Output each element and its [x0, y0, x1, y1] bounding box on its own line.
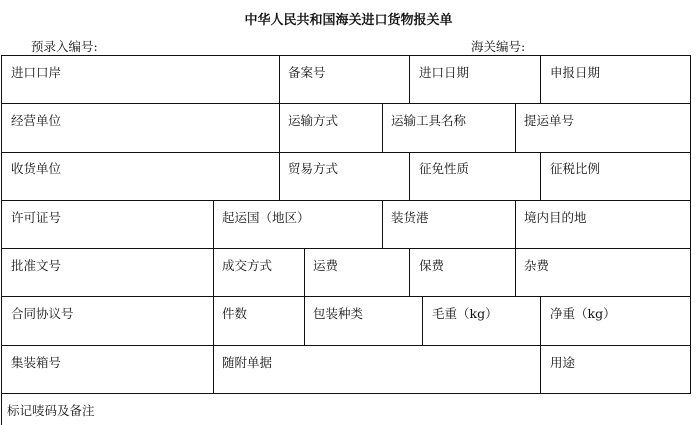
cell-divider	[540, 345, 541, 393]
origin-country-label: 起运国（地区）	[222, 210, 310, 225]
marks-remarks-label: 标记唛码及备注	[7, 403, 95, 418]
package-type-label: 包装种类	[313, 306, 364, 321]
declaration-form-grid	[1, 55, 691, 425]
consignee-unit-label: 收货单位	[11, 161, 62, 176]
cell-divider	[304, 248, 305, 296]
transaction-mode-label: 成交方式	[222, 258, 273, 273]
transport-mode-label: 运输方式	[288, 113, 339, 128]
row-divider	[1, 55, 691, 56]
row-divider	[1, 393, 691, 394]
attached-documents-label: 随附单据	[222, 355, 273, 370]
cell-divider	[279, 103, 280, 152]
row-divider	[1, 345, 691, 346]
form-title: 中华人民共和国海关进口货物报关单	[244, 13, 453, 28]
right-border	[690, 55, 691, 393]
loading-port-label: 装货港	[391, 210, 429, 225]
cell-divider	[409, 55, 410, 103]
pre-entry-number-label: 预录入编号:	[31, 39, 98, 54]
row-divider	[1, 103, 691, 104]
cell-divider	[213, 200, 214, 248]
net-weight-label: 净重（kg）	[550, 306, 616, 321]
record-number-label: 备案号	[288, 65, 326, 80]
cell-divider	[409, 248, 410, 296]
import-port-label: 进口口岸	[11, 65, 62, 80]
cell-divider	[515, 248, 516, 296]
freight-label: 运费	[313, 258, 339, 273]
cell-divider	[213, 248, 214, 296]
cell-divider	[382, 200, 383, 248]
transport-vehicle-label: 运输工具名称	[391, 113, 467, 128]
cell-divider	[213, 296, 214, 345]
gross-weight-label: 毛重（kg）	[432, 306, 498, 321]
trade-mode-label: 贸易方式	[288, 161, 339, 176]
cell-divider	[213, 345, 214, 393]
bill-of-lading-label: 提运单号	[524, 113, 575, 128]
cell-divider	[540, 55, 541, 103]
row-divider	[1, 296, 691, 297]
cell-divider	[279, 55, 280, 103]
approval-number-label: 批准文号	[11, 258, 62, 273]
tax-rate-label: 征税比例	[550, 161, 601, 176]
domestic-destination-label: 境内目的地	[524, 210, 587, 225]
operating-unit-label: 经营单位	[11, 113, 62, 128]
import-date-label: 进口日期	[419, 65, 470, 80]
row-divider	[1, 152, 691, 153]
license-number-label: 许可证号	[11, 210, 62, 225]
row-divider	[1, 248, 691, 249]
row-divider	[1, 200, 691, 201]
insurance-label: 保费	[419, 258, 445, 273]
cell-divider	[515, 103, 516, 152]
contract-number-label: 合同协议号	[11, 306, 74, 321]
cell-divider	[515, 200, 516, 248]
declaration-date-label: 申报日期	[550, 65, 601, 80]
package-count-label: 件数	[222, 306, 248, 321]
cell-divider	[540, 296, 541, 345]
container-number-label: 集装箱号	[11, 355, 62, 370]
cell-divider	[382, 103, 383, 152]
cell-divider	[540, 152, 541, 200]
left-border	[1, 55, 2, 425]
customs-number-label: 海关编号:	[471, 39, 526, 54]
cell-divider	[279, 152, 280, 200]
cell-divider	[422, 296, 423, 345]
misc-fees-label: 杂费	[524, 258, 550, 273]
tax-exemption-label: 征免性质	[419, 161, 470, 176]
cell-divider	[304, 296, 305, 345]
cell-divider	[409, 152, 410, 200]
usage-label: 用途	[550, 355, 576, 370]
